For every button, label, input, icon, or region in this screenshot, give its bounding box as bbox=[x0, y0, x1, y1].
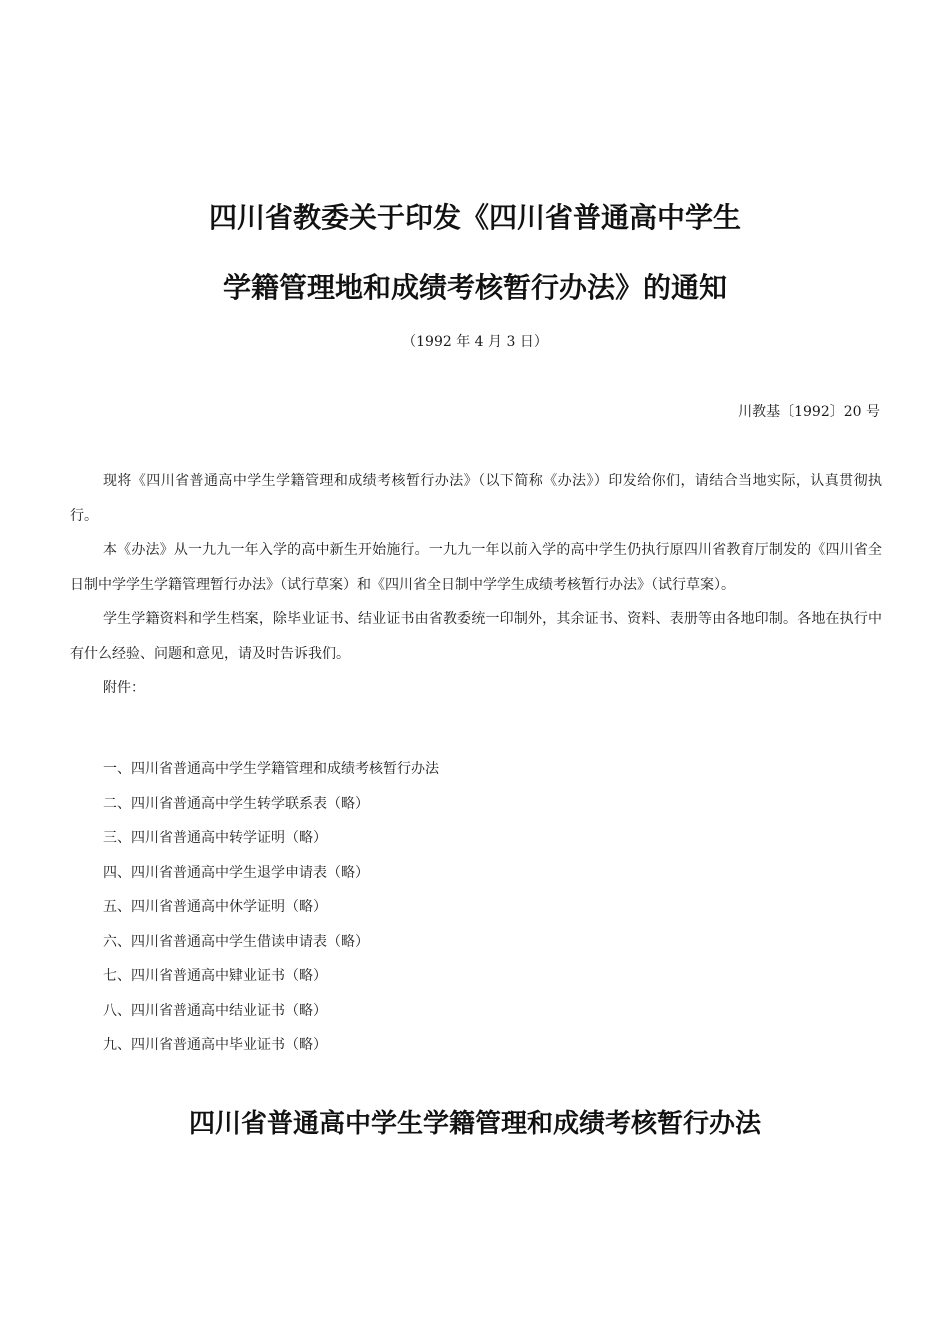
attachment-item: 九、四川省普通高中毕业证书（略） bbox=[103, 1037, 327, 1053]
attachment-item: 二、四川省普通高中学生转学联系表（略） bbox=[103, 795, 369, 812]
document-title-line-1: 四川省教委关于印发《四川省普通高中学生 bbox=[208, 201, 741, 234]
paragraph-3: 学生学籍资料和学生档案，除毕业证书、结业证书由省教委统一印制外，其余证书、资料、表册等由各地印制。各地在执行中有什么经验、问题和意见，请及时告诉我们。 bbox=[70, 611, 882, 662]
section-title: 四川省普通高中学生学籍管理和成绩考核暂行办法 bbox=[188, 1109, 761, 1139]
attachments-label: 附件： bbox=[103, 680, 145, 696]
attachment-item: 八、四川省普通高中结业证书（略） bbox=[103, 1002, 327, 1019]
attachment-item: 五、四川省普通高中休学证明（略） bbox=[103, 899, 327, 915]
attachment-item: 七、四川省普通高中肄业证书（略） bbox=[103, 968, 327, 984]
attachment-item: 六、四川省普通高中学生借读申请表（略） bbox=[103, 933, 369, 950]
paragraph-1: 现将《四川省普通高中学生学籍管理和成绩考核暂行办法》（以下简称《办法》）印发给你们，请结合当地实际，认真贯彻执行。 bbox=[70, 473, 882, 524]
attachment-list bbox=[103, 752, 439, 1063]
document-title-line-2: 学籍管理地和成绩考核暂行办法》的通知 bbox=[222, 271, 727, 304]
issue-date: （1992 年 4 月 3 日） bbox=[402, 334, 548, 350]
attachment-item: 三、四川省普通高中转学证明（略） bbox=[103, 830, 327, 846]
attachment-item: 一、四川省普通高中学生学籍管理和成绩考核暂行办法 bbox=[103, 761, 439, 777]
body-text bbox=[70, 464, 882, 706]
attachment-item: 四、四川省普通高中学生退学申请表（略） bbox=[103, 864, 369, 881]
document-number: 川教基〔1992〕20 号 bbox=[738, 404, 880, 420]
paragraph-2: 本《办法》从一九九一年入学的高中新生开始施行。一九九一年以前入学的高中学生仍执行原四川省教育厅制发的《四川省全日制中学学生学籍管理暂行办法》（试行草案）和《四川省全日制中学学生成绩考核暂行办法》（试行草案）。 bbox=[70, 542, 882, 593]
